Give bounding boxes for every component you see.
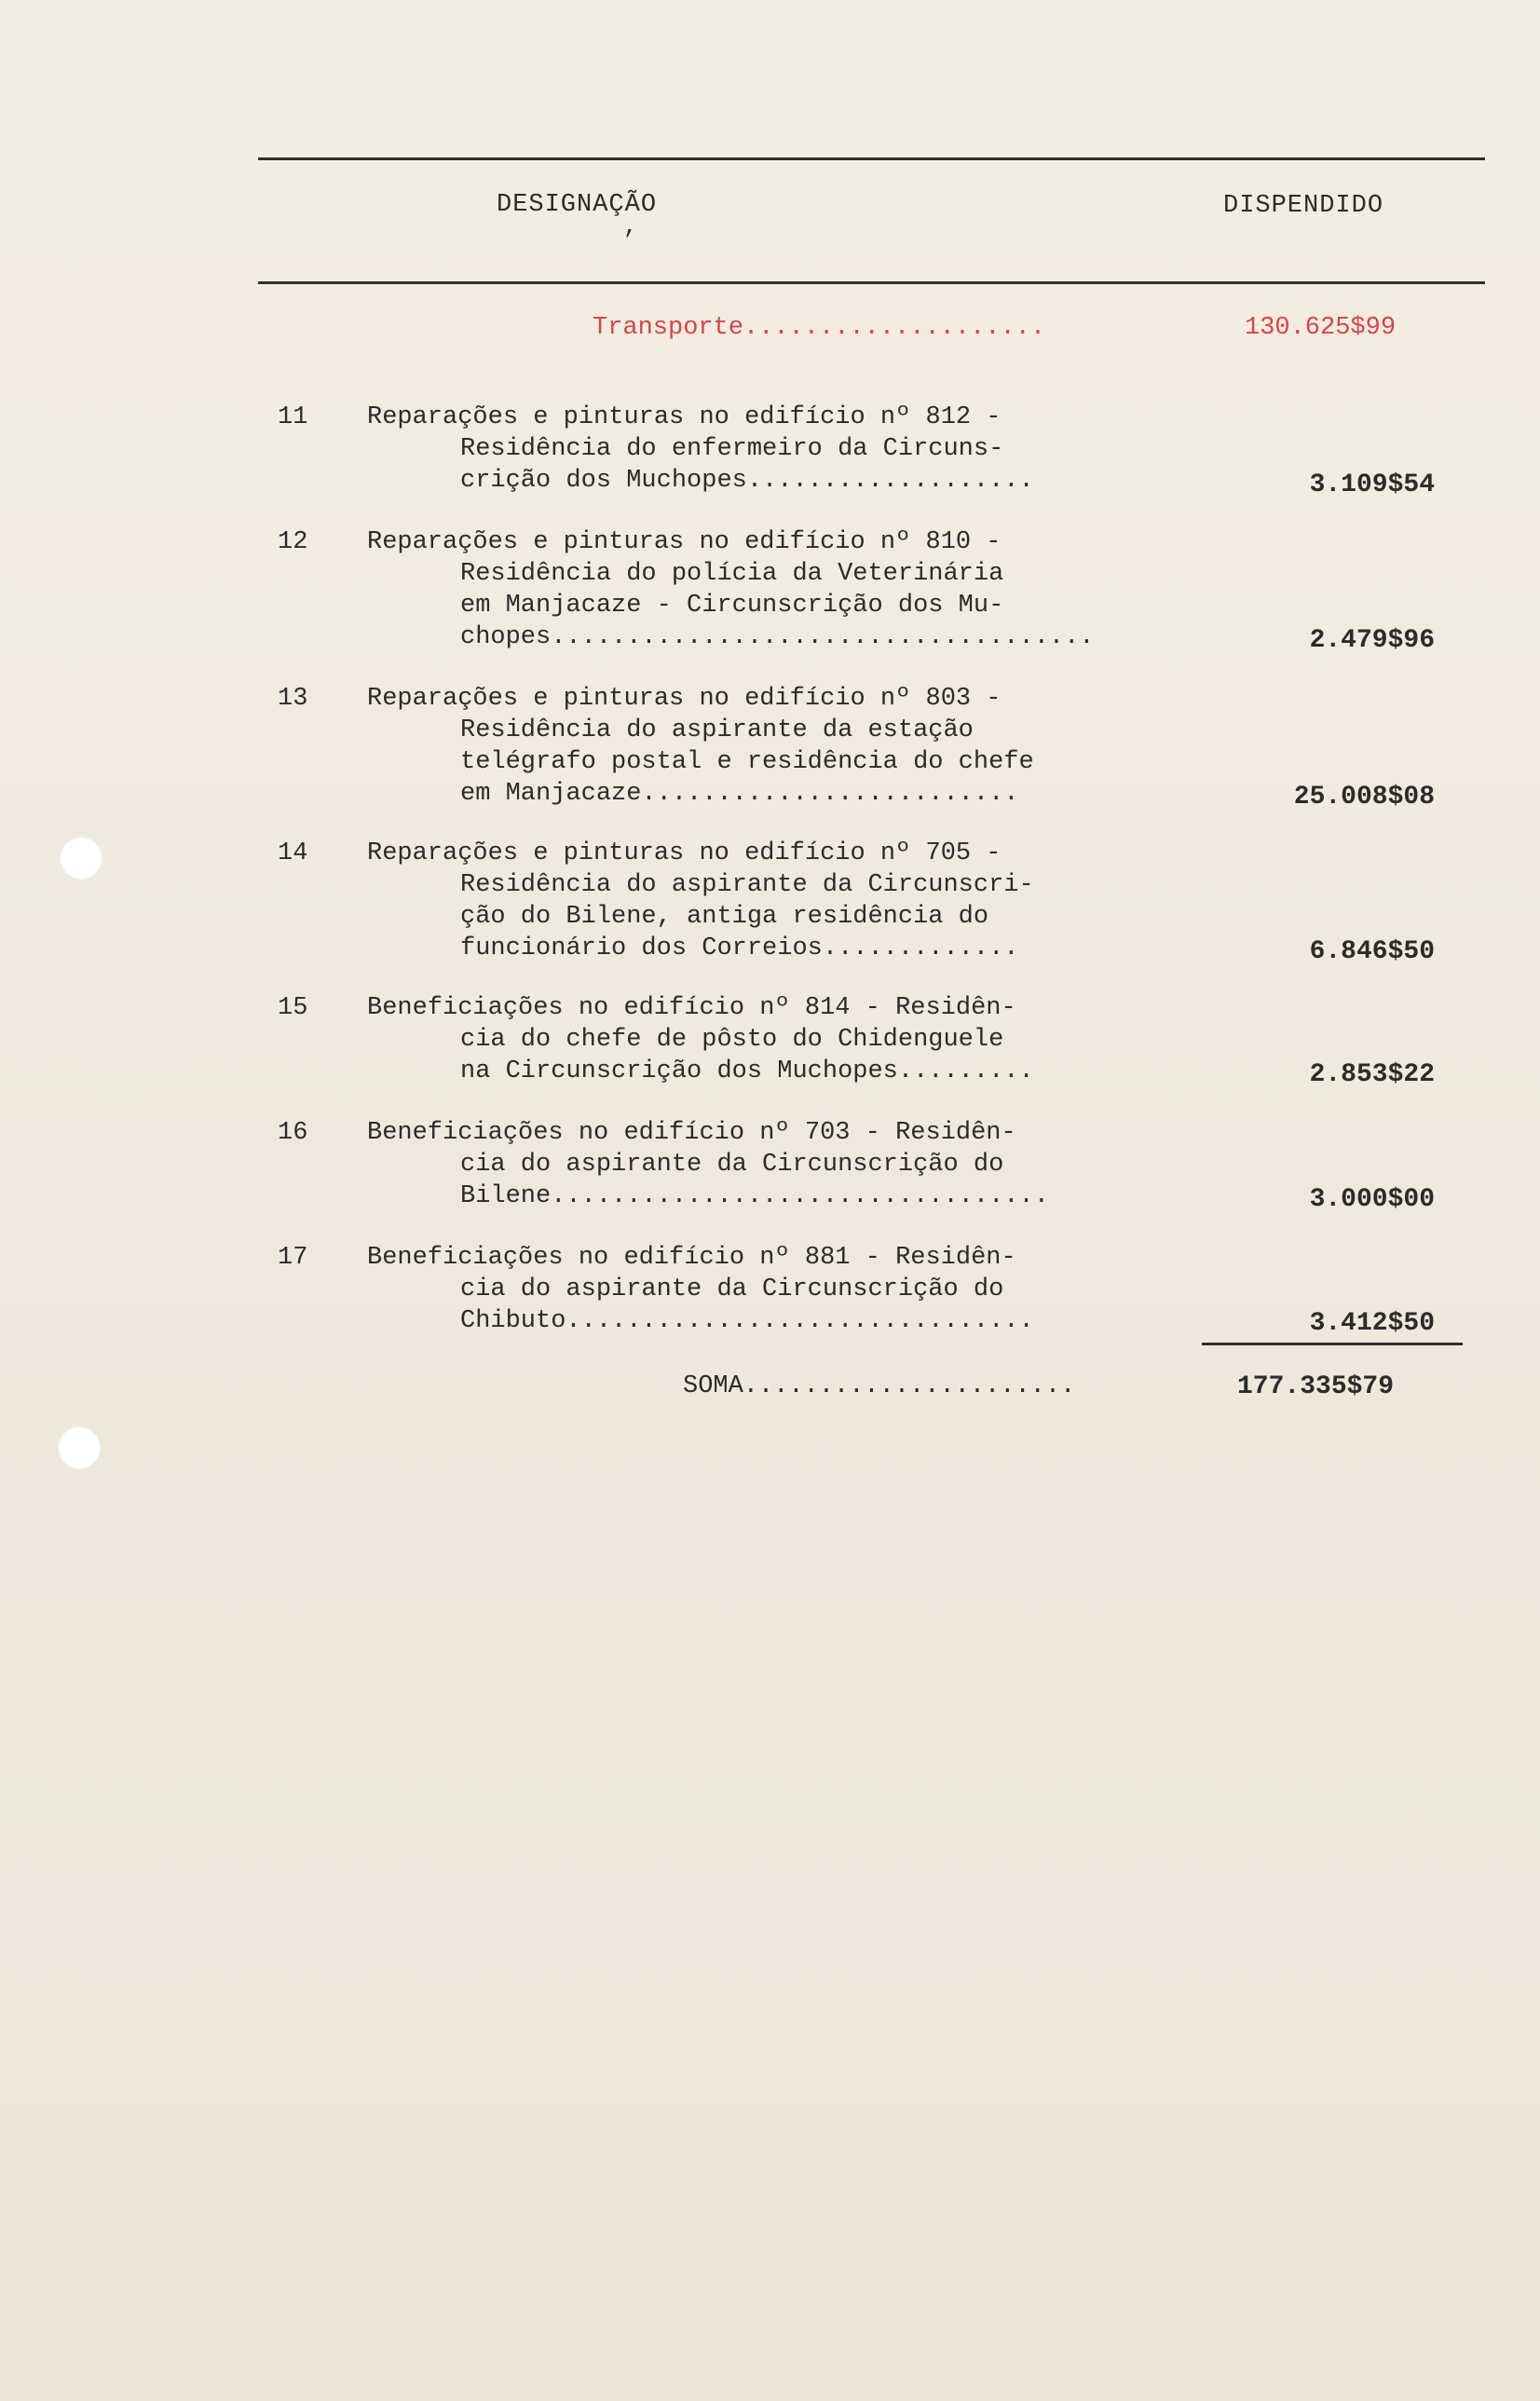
entry-text-line: em Manjacaze......................... (460, 780, 1019, 808)
entry-number: 16 (278, 1119, 308, 1147)
spent-header: DISPENDIDO (1223, 192, 1384, 220)
entry-amount: 3.412$50 (1309, 1309, 1435, 1338)
entry-text-line: cia do chefe de pôsto do Chidenguele (460, 1026, 1004, 1054)
designation-header: DESIGNAÇÃO (497, 191, 658, 219)
entry-amount: 25.008$08 (1293, 783, 1435, 812)
entry-number: 11 (278, 403, 308, 431)
entry-text-line: Beneficiações no edifício nº 703 - Residên- (367, 1119, 1016, 1147)
entry-text-line: Chibuto............................... (460, 1307, 1034, 1335)
entry-text-line: Residência do aspirante da Circunscri- (460, 871, 1034, 899)
entry-text-line: Beneficiações no edifício nº 881 - Residên- (367, 1244, 1016, 1272)
designation-header-mark: , (623, 212, 638, 240)
punch-hole-lower (58, 1426, 101, 1469)
transporte-label: Transporte.................... (593, 314, 1046, 342)
entry-text-line: ção do Bilene, antiga residência do (460, 903, 989, 931)
entry-number: 15 (278, 994, 308, 1022)
entry-text-line: Residência do aspirante da estação (460, 716, 974, 744)
transporte-amount: 130.625$99 (1245, 314, 1397, 342)
entry-text-line: cia do aspirante da Circunscrição do (460, 1151, 1004, 1179)
entry-text-line: na Circunscrição dos Muchopes......... (460, 1057, 1034, 1085)
punch-hole-upper (60, 837, 102, 880)
entry-text-line: chopes.................................... (460, 623, 1095, 651)
entry-text-line: Residência do enfermeiro da Circuns- (460, 435, 1004, 463)
entry-text-line: Reparações e pinturas no edifício nº 812 - (367, 403, 1002, 431)
entry-number: 14 (278, 839, 308, 867)
entry-text-line: Bilene................................. (460, 1182, 1049, 1210)
entry-text-line: Reparações e pinturas no edifício nº 705 - (367, 839, 1002, 867)
sum-rule (1202, 1343, 1463, 1345)
entry-amount: 6.846$50 (1309, 937, 1435, 966)
entry-text-line: cia do aspirante da Circunscrição do (460, 1276, 1004, 1303)
entry-amount: 2.479$96 (1309, 626, 1435, 655)
sum-amount: 177.335$79 (1237, 1372, 1395, 1401)
entry-text-line: funcionário dos Correios............. (460, 934, 1019, 962)
entry-number: 13 (278, 685, 308, 713)
bottom-header-rule (258, 281, 1485, 284)
entry-amount: 3.109$54 (1309, 471, 1435, 499)
entry-text-line: crição dos Muchopes................... (460, 467, 1034, 495)
entry-text-line: Residência do polícia da Veterinária (460, 560, 1004, 588)
entry-number: 17 (278, 1244, 308, 1272)
entry-text-line: Reparações e pinturas no edifício nº 803 - (367, 685, 1002, 713)
sum-label: SOMA...................... (683, 1372, 1076, 1400)
entry-amount: 3.000$00 (1309, 1185, 1435, 1214)
entry-text-line: telégrafo postal e residência do chefe (460, 748, 1034, 776)
entry-text-line: Beneficiações no edifício nº 814 - Residên- (367, 994, 1016, 1022)
entry-text-line: em Manjacaze - Circunscrição dos Mu- (460, 592, 1004, 620)
entry-amount: 2.853$22 (1309, 1060, 1435, 1089)
entry-text-line: Reparações e pinturas no edifício nº 810 - (367, 528, 1002, 556)
top-header-rule (258, 157, 1485, 160)
entry-number: 12 (278, 528, 308, 556)
